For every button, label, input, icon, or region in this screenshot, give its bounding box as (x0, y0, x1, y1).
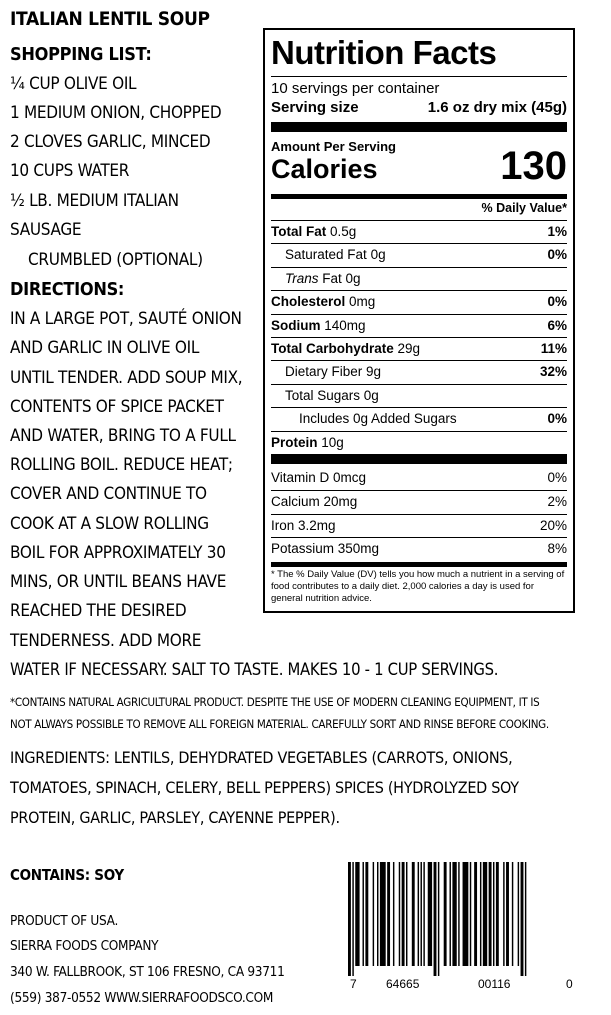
nutrient-label (271, 435, 344, 450)
nutrient-row (271, 407, 567, 430)
barcode-bar (470, 862, 471, 966)
origin-line: PRODUCT OF USA. (10, 913, 119, 929)
nutrient-amount: 0g (360, 387, 379, 403)
barcode-bar (402, 862, 405, 966)
vitamin-row (271, 537, 567, 560)
vitamin-label: Calcium 20mg (271, 494, 358, 510)
directions-line: AND GARLIC IN OLIVE OIL (10, 338, 200, 358)
divider (271, 76, 567, 77)
daily-value-footnote: * The % Daily Value (DV) tells you how much a nutrient in a serving of food contributes to a daily diet. 2,000 calories a day is used for general nutrition advice. (271, 569, 565, 604)
barcode-bar (450, 862, 451, 966)
barcode-bar (480, 862, 481, 966)
barcode-bar (406, 862, 407, 966)
vitamin-label: Vitamin D 0mcg (271, 470, 367, 485)
nutrient-row (271, 431, 567, 454)
nutrient-name: Cholesterol (271, 294, 346, 310)
nutrient-label (285, 247, 386, 262)
barcode (342, 862, 578, 980)
shopping-item: SAUSAGE (10, 220, 82, 240)
shopping-item: 10 CUPS WATER (10, 161, 130, 181)
amount-per-serving: Amount Per Serving (271, 139, 396, 154)
shopping-item: 2 CLOVES GARLIC, MINCED (10, 132, 211, 152)
barcode-bar (380, 862, 386, 966)
nutrient-amount: 0mg (345, 294, 376, 310)
nutrient-name: Dietary Fiber (285, 364, 363, 380)
barcode-bar (518, 862, 519, 966)
barcode-bar (463, 862, 469, 966)
directions-line: COOK AT A SLOW ROLLING (10, 514, 209, 534)
nutrient-daily-value: 0% (547, 411, 567, 427)
vitamin-daily-value: 0% (547, 470, 567, 485)
servings-per-container: 10 servings per container (271, 80, 440, 97)
barcode-bar (355, 862, 359, 966)
nutrient-row (271, 360, 567, 383)
calories-value: 130 (500, 144, 567, 188)
barcode-bar (444, 862, 447, 966)
nutrient-daily-value: 32% (539, 364, 567, 380)
nutrient-daily-value: 6% (547, 317, 567, 333)
shopping-item: CRUMBLED (OPTIONAL) (28, 250, 203, 270)
nutrient-name: Includes 0g Added Sugars (299, 411, 457, 427)
directions-heading: DIRECTIONS: (10, 279, 125, 300)
nutrition-facts-panel (263, 28, 575, 613)
barcode-bar (393, 862, 394, 966)
ingredients-line: INGREDIENTS: LENTILS, DEHYDRATED VEGETABLES (CARROTS, ONIONS, (10, 748, 513, 767)
vitamin-row (271, 490, 567, 513)
nutrient-name: Total Fat (271, 224, 327, 239)
directions-line: IN A LARGE POT, SAUTÉ ONION (10, 309, 242, 329)
barcode-bar (365, 862, 368, 966)
barcode-bar (434, 862, 437, 976)
serving-size-label: Serving size (271, 99, 359, 116)
barcode-bar (503, 862, 504, 966)
vitamin-daily-value: 20% (539, 517, 567, 533)
nutrient-amount: 10g (317, 434, 344, 450)
nutrition-facts-title: Nutrition Facts (271, 34, 497, 71)
barcode-bar (521, 862, 524, 976)
nutrient-label (285, 271, 361, 286)
disclaimer-line: *CONTAINS NATURAL AGRICULTURAL PRODUCT. DESPITE THE USE OF MODERN CLEANING EQUIPMENT, IT IS (10, 695, 540, 709)
barcode-bar (496, 862, 499, 966)
barcode-bar (506, 862, 509, 966)
nutrient-label (285, 388, 379, 403)
barcode-bar (438, 862, 439, 976)
barcode-bar (412, 862, 415, 966)
nutrient-name: Total Carbohydrate (271, 341, 394, 356)
barcode-bar (474, 862, 477, 966)
nutrient-row (271, 337, 567, 360)
directions-line: COVER AND CONTINUE TO (10, 484, 207, 504)
shopping-item: 1 MEDIUM ONION, CHOPPED (10, 103, 222, 123)
allergen-statement: CONTAINS: SOY (10, 866, 124, 884)
vitamin-row (271, 467, 567, 489)
daily-value-header: % Daily Value* (481, 201, 567, 215)
nutrient-daily-value: 1% (547, 224, 567, 239)
nutrient-label (285, 364, 381, 379)
barcode-bar (512, 862, 513, 966)
divider (271, 562, 567, 567)
barcode-bar (489, 862, 492, 966)
nutrient-name: Total Sugars (285, 387, 361, 403)
recipe-title: ITALIAN LENTIL SOUP (10, 8, 210, 30)
barcode-bar (352, 862, 353, 976)
directions-line: CONTENTS OF SPICE PACKET (10, 397, 224, 417)
nutrient-name: Trans (285, 270, 319, 286)
ingredients-line: PROTEIN, GARLIC, PARSLEY, CAYENNE PEPPER). (10, 808, 340, 827)
nutrient-label (299, 411, 457, 426)
nutrient-label (271, 341, 420, 356)
nutrient-amount: 140mg (320, 317, 366, 333)
disclaimer-line: NOT ALWAYS POSSIBLE TO REMOVE ALL FOREIGN MATERIAL. CAREFULLY SORT AND RINSE BEFORE COOKING. (10, 717, 549, 731)
barcode-bar (363, 862, 364, 966)
shopping-item: ½ LB. MEDIUM ITALIAN (10, 191, 179, 211)
directions-line: BOIL FOR APPROXIMATELY 30 (10, 543, 226, 563)
nutrient-daily-value: 0% (547, 294, 567, 310)
nutrient-name: Protein (271, 434, 318, 450)
barcode-digit-system: 7 (350, 977, 357, 991)
shopping-item: ¼ CUP OLIVE OIL (10, 74, 137, 94)
vitamin-row (271, 514, 567, 537)
ingredients-line: TOMATOES, SPINACH, CELERY, BELL PEPPERS) SPICES (HYDROLYZED SOY (10, 778, 519, 797)
barcode-bar (418, 862, 419, 966)
shopping-list-heading: SHOPPING LIST: (10, 44, 152, 65)
nutrient-daily-value: 0% (547, 247, 567, 263)
nutrient-amount: 0.5g (326, 224, 357, 239)
nutrient-amount: 0g (366, 247, 386, 263)
directions-line: AND WATER, BRING TO A FULL (10, 426, 236, 446)
nutrient-row (271, 384, 567, 407)
nutrient-name: Saturated Fat (285, 247, 367, 263)
directions-line: TENDERNESS. ADD MORE (10, 631, 202, 651)
divider (271, 194, 567, 199)
barcode-bar (348, 862, 351, 976)
nutrient-row (271, 314, 567, 337)
serving-size-value: 1.6 oz dry mix (45g) (427, 99, 567, 116)
barcode-bar (399, 862, 400, 966)
divider (271, 122, 567, 132)
barcode-bar (458, 862, 459, 966)
company-address: 340 W. FALLBROOK, ST 106 FRESNO, CA 93711 (10, 964, 285, 980)
nutrient-row (271, 290, 567, 313)
barcode-bar (452, 862, 456, 966)
barcode-bar (373, 862, 374, 966)
barcode-bar (387, 862, 390, 966)
directions-line: REACHED THE DESIRED (10, 601, 187, 621)
nutrient-row (271, 267, 567, 290)
nutrient-name: Sodium (271, 317, 321, 333)
vitamin-daily-value: 2% (547, 494, 567, 510)
calories-label: Calories (271, 154, 378, 184)
barcode-bar (483, 862, 487, 966)
barcode-bar (525, 862, 526, 976)
barcode-bar (493, 862, 494, 966)
vitamin-daily-value: 8% (547, 541, 567, 557)
company-contact: (559) 387-0552 WWW.SIERRAFOODSCO.COM (10, 990, 274, 1006)
barcode-bar (428, 862, 432, 966)
nutrient-row (271, 220, 567, 243)
directions-line: WATER IF NECESSARY. SALT TO TASTE. MAKES 10 - 1 CUP SERVINGS. (10, 660, 499, 679)
company-name: SIERRA FOODS COMPANY (10, 938, 159, 954)
barcode-digits-right: 00116 (478, 977, 511, 991)
nutrient-amount: 9g (362, 364, 382, 380)
barcode-digit-check: 0 (566, 977, 573, 991)
vitamin-label: Potassium 350mg (271, 541, 380, 557)
barcode-bar (423, 862, 424, 966)
nutrient-daily-value: 11% (540, 341, 567, 356)
nutrient-label (271, 294, 375, 309)
barcode-bar (377, 862, 378, 966)
barcode-digits-left: 64665 (386, 977, 420, 991)
vitamin-label: Iron 3.2mg (271, 517, 336, 533)
divider (271, 454, 567, 464)
directions-line: ROLLING BOIL. REDUCE HEAT; (10, 455, 233, 475)
nutrient-amount: 29g (393, 341, 421, 356)
nutrient-label (271, 224, 356, 239)
nutrient-label (271, 318, 366, 333)
nutrient-row (271, 243, 567, 266)
directions-line: MINS, OR UNTIL BEANS HAVE (10, 572, 227, 592)
directions-line: UNTIL TENDER. ADD SOUP MIX, (10, 368, 243, 388)
nutrient-amount: Fat 0g (318, 270, 361, 286)
barcode-bar (421, 862, 422, 966)
